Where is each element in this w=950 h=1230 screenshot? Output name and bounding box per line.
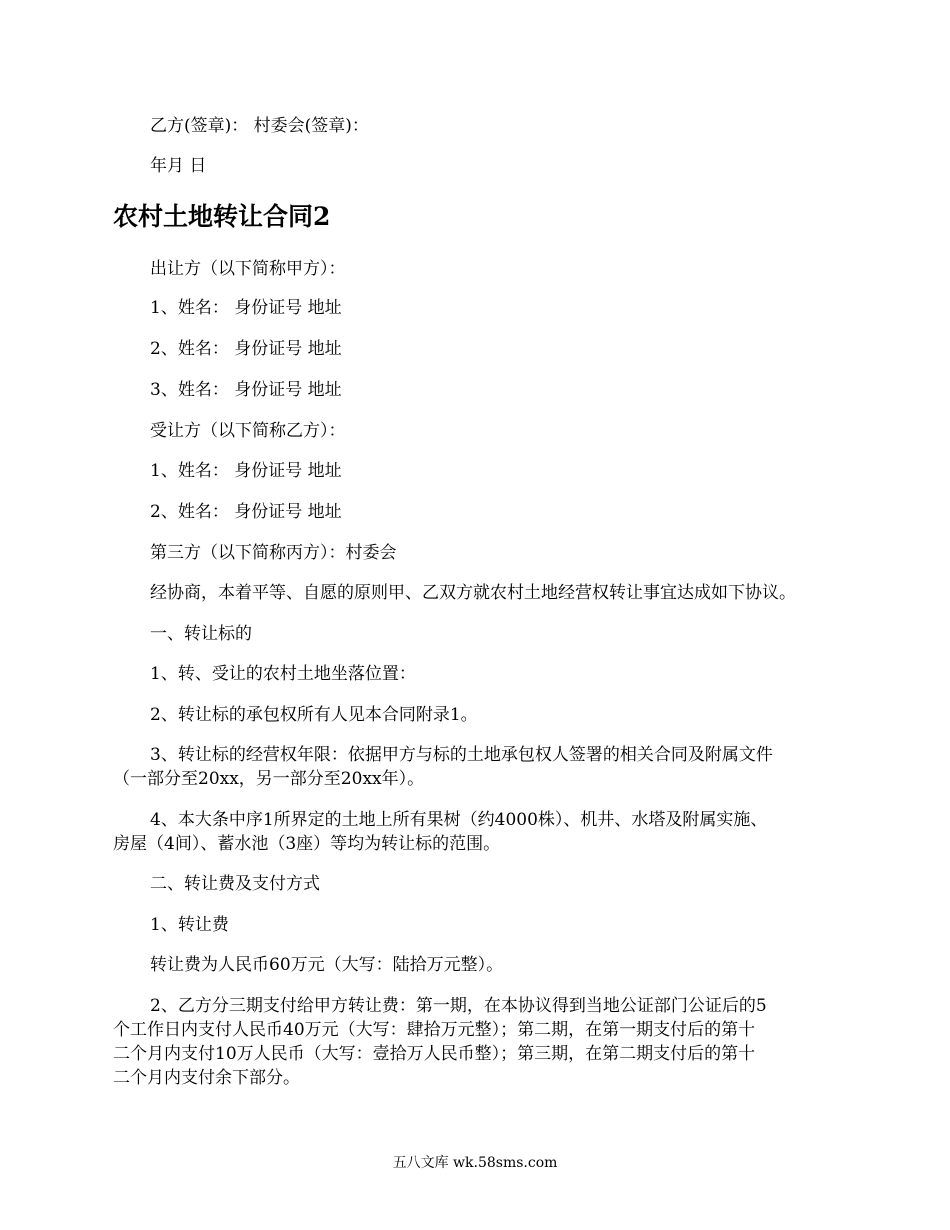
preamble: 经协商，本着平等、自愿的原则甲、乙双方就农村土地经营权转让事宜达成如下协议。 [150, 583, 796, 603]
section1-item-1: 1、转、受让的农村土地坐落位置： [150, 664, 416, 684]
footer-watermark: 五八文库 wk.58sms.com [392, 1155, 558, 1171]
section2-item-2: 2、乙方分三期支付给甲方转让费：第一期，在本协议得到当地公证部门公证后的5 [150, 996, 767, 1016]
section2-item-2-cont-2: 二个月内支付10万人民币（大写：壹拾万人民币整）；第三期，在第二期支付后的第十 [113, 1044, 756, 1064]
transferor-item-2: 2、姓名： 身份证号 地址 [150, 339, 342, 359]
section2-item-2-cont-1: 个工作日内支付人民币40万元（大写：肆拾万元整）；第二期，在第一期支付后的第十 [113, 1020, 756, 1040]
section2-item-2-cont-3: 二个月内支付余下部分。 [113, 1068, 300, 1088]
section1-item-3-cont: （一部分至20xx，另一部分至20xx年）。 [113, 769, 425, 789]
third-party: 第三方（以下简称丙方）：村委会 [150, 543, 397, 563]
section1-item-2: 2、转让标的承包权所有人见本合同附录1。 [150, 705, 478, 725]
transferor-item-3: 3、姓名： 身份证号 地址 [150, 380, 342, 400]
section2-item-1: 1、转让费 [150, 915, 229, 935]
section2-fee: 转让费为人民币60万元（大写：陆拾万元整）。 [150, 955, 504, 975]
signature-date: 年月 日 [150, 156, 207, 176]
section1-item-4: 4、本大条中序1所界定的土地上所有果树（约4000株）、机井、水塔及附属实施、 [150, 810, 768, 830]
signature-line: 乙方(签章)： 村委会(签章)： [150, 116, 369, 136]
section1-heading: 一、转让标的 [150, 624, 252, 644]
document-title: 农村土地转让合同2 [113, 202, 331, 231]
transferor-item-1: 1、姓名： 身份证号 地址 [150, 298, 342, 318]
section2-heading: 二、转让费及支付方式 [150, 874, 320, 894]
transferee-heading: 受让方（以下简称乙方）： [150, 421, 346, 441]
transferee-item-2: 2、姓名： 身份证号 地址 [150, 502, 342, 522]
section1-item-4-cont: 房屋（4间）、蓄水池（3座）等均为转让标的范围。 [113, 834, 501, 854]
section1-item-3: 3、转让标的经营权年限：依据甲方与标的土地承包权人签署的相关合同及附属文件 [150, 745, 773, 765]
transferor-heading: 出让方（以下简称甲方）： [150, 259, 346, 279]
transferee-item-1: 1、姓名： 身份证号 地址 [150, 461, 342, 481]
